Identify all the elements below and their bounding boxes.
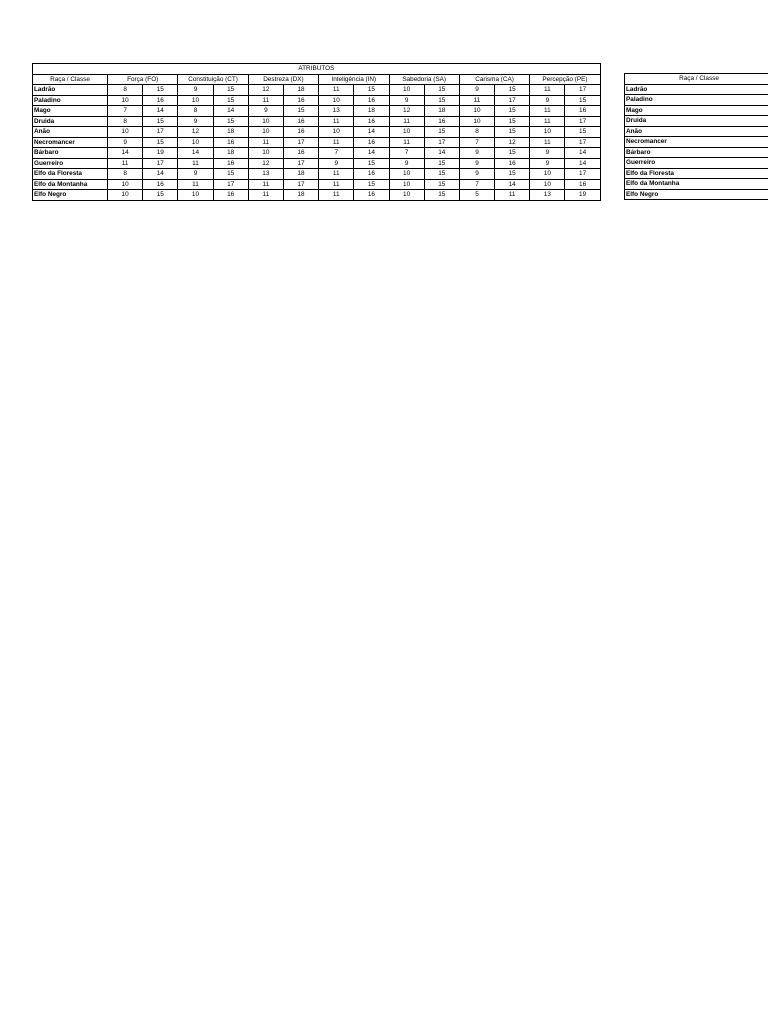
attribute-min-value: 11	[530, 85, 565, 96]
attributes-title: ATRIBUTOS	[33, 64, 601, 75]
attribute-column-header: Sabedoria (SA)	[389, 74, 459, 85]
attribute-max-value: 18	[213, 127, 248, 138]
attribute-max-value: 16	[354, 137, 389, 148]
attribute-min-value: 11	[248, 137, 283, 148]
attribute-min-value: 10	[178, 137, 213, 148]
attribute-min-value: 13	[248, 169, 283, 180]
attribute-min-value: 11	[530, 106, 565, 117]
attribute-min-value: 10	[530, 169, 565, 180]
attribute-min-value: 5	[459, 190, 494, 201]
table-row	[625, 137, 768, 148]
attribute-min-value: 9	[530, 158, 565, 169]
attribute-max-value: 16	[213, 190, 248, 201]
attribute-max-value: 15	[143, 85, 178, 96]
table-row	[625, 147, 768, 158]
attribute-min-value: 8	[108, 85, 143, 96]
table-row	[625, 84, 768, 95]
attribute-max-value: 16	[143, 179, 178, 190]
attributes-header-row	[33, 74, 601, 85]
attribute-max-value: 15	[424, 179, 459, 190]
attribute-max-value: 16	[354, 95, 389, 106]
attribute-max-value: 18	[354, 106, 389, 117]
table-row	[33, 127, 601, 138]
attribute-max-value: 15	[143, 190, 178, 201]
attribute-max-value: 18	[283, 85, 318, 96]
attribute-max-value: 15	[495, 127, 530, 138]
attribute-max-value: 15	[495, 169, 530, 180]
attribute-min-value: 11	[389, 116, 424, 127]
attribute-max-value: 19	[143, 148, 178, 159]
attribute-min-value: 7	[389, 148, 424, 159]
table-row	[33, 106, 601, 117]
attribute-max-value: 14	[495, 179, 530, 190]
attribute-max-value: 18	[424, 106, 459, 117]
attribute-max-value: 15	[495, 116, 530, 127]
attribute-max-value: 15	[213, 85, 248, 96]
attribute-column-header: Percepção (PE)	[530, 74, 600, 85]
attribute-max-value: 14	[565, 148, 600, 159]
attribute-max-value: 15	[354, 158, 389, 169]
attribute-min-value: 10	[248, 116, 283, 127]
attribute-max-value: 15	[565, 95, 600, 106]
side-race-class-name: Bárbaro	[625, 147, 768, 158]
race-class-header: Raça / Classe	[33, 74, 108, 85]
attribute-min-value: 7	[459, 137, 494, 148]
attribute-max-value: 15	[143, 116, 178, 127]
attribute-max-value: 14	[565, 158, 600, 169]
side-race-class-name: Anão	[625, 126, 768, 137]
attribute-min-value: 8	[459, 127, 494, 138]
attribute-max-value: 16	[565, 106, 600, 117]
attribute-min-value: 11	[459, 95, 494, 106]
attribute-min-value: 9	[459, 169, 494, 180]
table-row	[625, 189, 768, 200]
attribute-max-value: 16	[424, 116, 459, 127]
attribute-max-value: 18	[283, 190, 318, 201]
attribute-min-value: 10	[459, 116, 494, 127]
table-row	[625, 158, 768, 169]
attribute-min-value: 10	[178, 190, 213, 201]
table-row	[625, 126, 768, 137]
side-race-class-name: Elfo da Montanha	[625, 179, 768, 190]
attribute-min-value: 9	[248, 106, 283, 117]
table-row	[33, 158, 601, 169]
attribute-min-value: 9	[178, 169, 213, 180]
attribute-max-value: 17	[495, 95, 530, 106]
table-row	[33, 95, 601, 106]
attribute-min-value: 10	[108, 127, 143, 138]
attribute-max-value: 14	[354, 127, 389, 138]
attribute-min-value: 12	[389, 106, 424, 117]
table-row	[33, 190, 601, 201]
attribute-max-value: 16	[283, 127, 318, 138]
attribute-min-value: 9	[178, 116, 213, 127]
attribute-min-value: 7	[319, 148, 354, 159]
attribute-max-value: 15	[424, 169, 459, 180]
race-class-name: Necromancer	[33, 137, 108, 148]
attribute-max-value: 15	[354, 85, 389, 96]
attribute-max-value: 17	[565, 169, 600, 180]
attribute-max-value: 19	[565, 190, 600, 201]
attribute-min-value: 10	[530, 179, 565, 190]
attribute-column-header: Carisma (CA)	[459, 74, 529, 85]
table-row	[33, 116, 601, 127]
attribute-max-value: 15	[424, 158, 459, 169]
attribute-max-value: 15	[495, 148, 530, 159]
attribute-min-value: 11	[319, 179, 354, 190]
table-row	[625, 105, 768, 116]
attribute-max-value: 15	[424, 190, 459, 201]
race-class-name: Druida	[33, 116, 108, 127]
attribute-max-value: 16	[354, 190, 389, 201]
attribute-min-value: 11	[530, 137, 565, 148]
table-row	[625, 116, 768, 127]
attribute-max-value: 15	[565, 127, 600, 138]
attribute-min-value: 10	[319, 127, 354, 138]
attribute-max-value: 17	[565, 116, 600, 127]
side-race-class-name: Mago	[625, 105, 768, 116]
attribute-column-header: Força (FO)	[108, 74, 178, 85]
attribute-max-value: 16	[143, 95, 178, 106]
race-class-name: Elfo da Floresta	[33, 169, 108, 180]
attribute-max-value: 17	[565, 85, 600, 96]
attribute-min-value: 10	[108, 190, 143, 201]
attribute-max-value: 16	[213, 158, 248, 169]
attribute-max-value: 15	[143, 137, 178, 148]
attribute-min-value: 14	[178, 148, 213, 159]
attribute-max-value: 14	[424, 148, 459, 159]
attribute-min-value: 10	[459, 106, 494, 117]
attribute-min-value: 11	[319, 85, 354, 96]
side-table-body	[625, 84, 768, 200]
attribute-max-value: 14	[143, 106, 178, 117]
table-row	[625, 95, 768, 106]
table-row	[33, 148, 601, 159]
race-class-name: Elfo Negro	[33, 190, 108, 201]
attribute-min-value: 10	[389, 169, 424, 180]
attribute-max-value: 16	[213, 137, 248, 148]
attribute-max-value: 14	[354, 148, 389, 159]
table-row	[33, 85, 601, 96]
race-class-name: Guerreiro	[33, 158, 108, 169]
attribute-max-value: 17	[424, 137, 459, 148]
side-race-class-name: Ladrão	[625, 84, 768, 95]
attribute-min-value: 10	[389, 190, 424, 201]
attribute-min-value: 9	[178, 85, 213, 96]
attribute-min-value: 9	[459, 148, 494, 159]
attributes-table	[32, 63, 601, 201]
attribute-max-value: 14	[213, 106, 248, 117]
attribute-max-value: 15	[283, 106, 318, 117]
attribute-max-value: 15	[495, 106, 530, 117]
attribute-min-value: 9	[530, 148, 565, 159]
race-class-name: Mago	[33, 106, 108, 117]
attribute-min-value: 9	[389, 158, 424, 169]
attribute-min-value: 10	[389, 85, 424, 96]
attribute-min-value: 11	[248, 95, 283, 106]
attribute-max-value: 16	[495, 158, 530, 169]
side-race-class-name: Elfo Negro	[625, 189, 768, 200]
attribute-max-value: 15	[213, 169, 248, 180]
attribute-min-value: 11	[178, 179, 213, 190]
attribute-max-value: 12	[495, 137, 530, 148]
attribute-min-value: 12	[248, 158, 283, 169]
attribute-min-value: 14	[108, 148, 143, 159]
attribute-min-value: 11	[248, 179, 283, 190]
attribute-min-value: 9	[459, 85, 494, 96]
side-race-class-name: Guerreiro	[625, 158, 768, 169]
attribute-min-value: 13	[530, 190, 565, 201]
attribute-min-value: 13	[319, 106, 354, 117]
attribute-max-value: 17	[283, 158, 318, 169]
attribute-min-value: 11	[178, 158, 213, 169]
attribute-max-value: 17	[213, 179, 248, 190]
attribute-min-value: 10	[178, 95, 213, 106]
attribute-min-value: 10	[389, 127, 424, 138]
attribute-min-value: 11	[319, 190, 354, 201]
table-row	[625, 179, 768, 190]
attribute-min-value: 11	[319, 116, 354, 127]
attribute-max-value: 16	[354, 116, 389, 127]
attributes-body	[33, 85, 601, 201]
attribute-max-value: 17	[283, 179, 318, 190]
attribute-min-value: 9	[530, 95, 565, 106]
attribute-max-value: 11	[495, 190, 530, 201]
attribute-max-value: 16	[283, 116, 318, 127]
attribute-max-value: 15	[424, 95, 459, 106]
side-race-class-name: Paladino	[625, 95, 768, 106]
side-race-class-name: Elfo da Floresta	[625, 168, 768, 179]
table-row	[33, 137, 601, 148]
attribute-column-header: Constituição (CT)	[178, 74, 248, 85]
attribute-min-value: 7	[108, 106, 143, 117]
attribute-min-value: 10	[319, 95, 354, 106]
table-row	[625, 168, 768, 179]
attribute-min-value: 11	[108, 158, 143, 169]
attribute-max-value: 16	[283, 95, 318, 106]
attribute-max-value: 15	[354, 179, 389, 190]
attribute-max-value: 16	[283, 148, 318, 159]
side-race-class-name: Necromancer	[625, 137, 768, 148]
attribute-min-value: 11	[248, 190, 283, 201]
side-table-header: Raça / Classe	[625, 74, 768, 85]
attribute-min-value: 11	[319, 169, 354, 180]
attribute-max-value: 18	[213, 148, 248, 159]
attribute-min-value: 11	[530, 116, 565, 127]
attribute-min-value: 8	[178, 106, 213, 117]
race-class-name: Anão	[33, 127, 108, 138]
attribute-max-value: 14	[143, 169, 178, 180]
attribute-max-value: 16	[565, 179, 600, 190]
race-class-name: Elfo da Montanha	[33, 179, 108, 190]
attribute-min-value: 10	[108, 179, 143, 190]
attribute-max-value: 17	[143, 158, 178, 169]
race-class-side-table	[624, 73, 768, 200]
attribute-min-value: 12	[178, 127, 213, 138]
attribute-max-value: 15	[213, 116, 248, 127]
attribute-max-value: 15	[424, 85, 459, 96]
table-row	[33, 179, 601, 190]
attribute-max-value: 17	[283, 137, 318, 148]
attribute-max-value: 17	[565, 137, 600, 148]
table-row	[33, 169, 601, 180]
attribute-max-value: 16	[354, 169, 389, 180]
race-class-name: Ladrão	[33, 85, 108, 96]
attribute-min-value: 9	[319, 158, 354, 169]
race-class-name: Bárbaro	[33, 148, 108, 159]
attribute-column-header: Inteligência (IN)	[319, 74, 389, 85]
attribute-min-value: 12	[248, 85, 283, 96]
attribute-min-value: 10	[389, 179, 424, 190]
attribute-min-value: 11	[389, 137, 424, 148]
attribute-min-value: 7	[459, 179, 494, 190]
attribute-min-value: 9	[389, 95, 424, 106]
side-race-class-name: Druida	[625, 116, 768, 127]
attribute-max-value: 15	[495, 85, 530, 96]
attribute-min-value: 10	[248, 127, 283, 138]
attribute-min-value: 9	[108, 137, 143, 148]
attribute-max-value: 15	[424, 127, 459, 138]
race-class-name: Paladino	[33, 95, 108, 106]
attribute-min-value: 8	[108, 116, 143, 127]
attribute-min-value: 10	[530, 127, 565, 138]
attribute-min-value: 9	[459, 158, 494, 169]
attribute-min-value: 8	[108, 169, 143, 180]
attribute-column-header: Destreza (DX)	[248, 74, 318, 85]
attribute-max-value: 18	[283, 169, 318, 180]
attribute-min-value: 11	[319, 137, 354, 148]
attribute-min-value: 10	[108, 95, 143, 106]
attribute-max-value: 17	[143, 127, 178, 138]
attribute-max-value: 15	[213, 95, 248, 106]
attribute-min-value: 10	[248, 148, 283, 159]
